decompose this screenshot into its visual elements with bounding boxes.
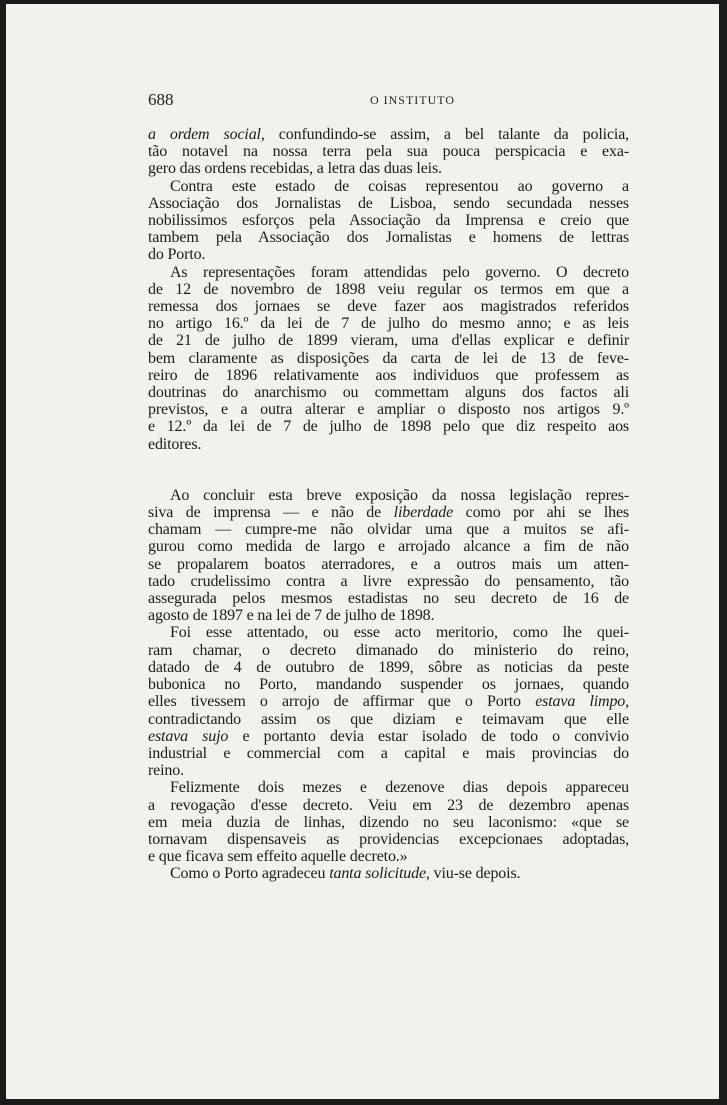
text-line <box>148 745 629 762</box>
text-line <box>148 143 629 160</box>
text-run: e portanto devia estar isolado de todo o convivio <box>228 727 629 745</box>
text-run: como por ahi se lhes <box>453 504 630 522</box>
running-title: O INSTITUTO <box>369 93 456 107</box>
text-line <box>148 865 629 882</box>
text-line <box>148 624 629 641</box>
text-run: agosto de 1897 e na lei de 7 de julho de 1898. <box>148 607 435 625</box>
paragraph <box>148 178 629 264</box>
text-line <box>148 728 629 745</box>
text-line <box>148 212 629 229</box>
text-line <box>148 264 629 281</box>
text-line <box>148 178 629 195</box>
text-run: e 12.º da lei de 7 de julho de 1898 pelo que diz respeito aos <box>148 418 629 436</box>
text-run: As representações foram attendidas pelo governo. O decreto <box>170 263 629 281</box>
text-run: viu-se depois. <box>429 865 521 883</box>
text-line <box>148 538 629 555</box>
text-run: e que ficava sem effeito aquelle decreto.» <box>148 848 408 866</box>
text-run: reiro de 1896 relativamente aos individuos que professem as <box>148 366 629 384</box>
text-line <box>148 332 629 349</box>
text-line <box>148 848 629 865</box>
text-line <box>148 298 629 315</box>
book-page <box>6 4 719 1099</box>
text-run: industrial e commercial com a capital e mais provincias do <box>148 744 629 762</box>
text-run: Como o Porto agradeceu <box>170 865 330 883</box>
paragraph <box>148 487 629 625</box>
text-line <box>148 642 629 659</box>
text-run: editores. <box>148 435 202 453</box>
text-run: tão notavel na nossa terra pela sua pouca perspicacia e exa- <box>148 143 629 161</box>
text-run: de 12 de novembro de 1898 veiu regular os termos em que a <box>148 280 629 298</box>
body-text <box>148 126 629 883</box>
text-run: do Porto. <box>148 246 206 264</box>
text-line <box>148 607 629 624</box>
text-line <box>148 487 629 504</box>
text-run: nobilissimos esforços pela Associação da Imprensa e creio que <box>148 212 629 230</box>
text-run: bubonica no Porto, mandando suspender os jornaes, quando <box>148 676 629 694</box>
text-line <box>148 797 629 814</box>
text-run: confundindo-se assim, a bel talante da policia, <box>264 126 629 143</box>
italic-text: tanta solicitude, <box>329 865 430 883</box>
text-run: Contra este estado de coisas representou ao governo a <box>170 177 629 195</box>
text-run: reino. <box>148 762 184 780</box>
page-header <box>148 90 629 110</box>
text-line <box>148 693 629 710</box>
italic-text: estava limpo, <box>535 693 630 711</box>
text-line <box>148 504 629 521</box>
text-run: Ao concluir esta breve exposição da nossa legislação repres- <box>170 486 629 504</box>
text-run: tambem pela Associação dos Jornalistas e homens de lettras <box>148 229 629 247</box>
text-line <box>148 573 629 590</box>
text-run: Foi esse attentado, ou esse acto meritorio, como lhe quei- <box>170 624 629 642</box>
text-line <box>148 246 629 263</box>
text-run: Felizmente dois mezes e dezenove dias depois appareceu <box>170 779 629 797</box>
text-line <box>148 436 629 453</box>
italic-text: estava sujo <box>148 727 229 745</box>
text-line <box>148 418 629 435</box>
text-run: assegurada pelos mesmos estadistas no seu decreto de 16 de <box>148 590 629 608</box>
paragraph <box>148 126 629 178</box>
text-run: elles tivessem o arrojo de affirmar que o Porto <box>148 693 536 711</box>
text-line <box>148 676 629 693</box>
text-line <box>148 401 629 418</box>
paragraph <box>148 865 629 882</box>
text-run: ram chamar, o decreto dimanado do ministerio do reino, <box>148 641 629 659</box>
text-run: previstos, e a outra alterar e ampliar o disposto nos artigos 9.º <box>148 401 629 419</box>
text-run: gurou como medida de largo e arrojado alcance a fim de não <box>148 538 629 556</box>
text-run: de 21 de julho de 1899 vieram, uma d'ellas explicar e definir <box>148 332 629 350</box>
page-number: 688 <box>148 90 174 109</box>
text-line <box>148 521 629 538</box>
text-line <box>148 556 629 573</box>
paragraph <box>148 779 629 865</box>
text-line <box>148 590 629 607</box>
text-line <box>148 814 629 831</box>
text-run: Associação dos Jornalistas de Lisboa, sendo secundada nesses <box>148 194 629 212</box>
paragraph <box>148 624 629 779</box>
text-run: em meia duzia de linhas, dizendo no seu laconismo: «que se <box>148 813 629 831</box>
text-run: chamam — cumpre-me não olvidar uma que a muitos se afi- <box>148 521 629 539</box>
text-run: gero das ordens recebidas, a letra das duas leis. <box>148 160 442 178</box>
paragraph <box>148 264 629 453</box>
text-line <box>148 711 629 728</box>
text-run: tado crudelissimo contra a livre expressão do pensamento, tão <box>148 572 629 590</box>
text-run: se propalarem boatos aterradores, e a outros mais um atten- <box>148 555 629 573</box>
text-run: doutrinas do anarchismo ou commettam alguns dos factos ali <box>148 384 629 402</box>
text-line <box>148 195 629 212</box>
text-line <box>148 160 629 177</box>
text-line <box>148 779 629 796</box>
text-line <box>148 281 629 298</box>
text-line <box>148 350 629 367</box>
text-run: siva de imprensa — e não de <box>148 504 394 522</box>
italic-text: a ordem social, <box>148 126 265 143</box>
text-run: bem claramente as disposições da carta de lei de 13 de feve- <box>148 349 629 367</box>
text-line <box>148 367 629 384</box>
text-run: no artigo 16.º da lei de 7 de julho do mesmo anno; e as leis <box>148 315 629 333</box>
text-line <box>148 315 629 332</box>
text-line <box>148 126 629 143</box>
text-line <box>148 229 629 246</box>
text-run: remessa dos jornaes se deve fazer aos magistrados referidos <box>148 298 629 316</box>
text-line <box>148 384 629 401</box>
italic-text: liberdade <box>393 504 454 522</box>
text-run: datado de 4 de outubro de 1899, sôbre as noticias da peste <box>148 658 629 676</box>
text-line <box>148 659 629 676</box>
text-line <box>148 831 629 848</box>
text-line <box>148 762 629 779</box>
text-run: contradictando assim os que diziam e teimavam que elle <box>148 710 629 728</box>
text-run: tornavam dispensaveis as providencias excepcionaes adoptadas, <box>148 830 629 848</box>
text-run: a revogação d'esse decreto. Veiu em 23 de dezembro apenas <box>148 796 629 814</box>
